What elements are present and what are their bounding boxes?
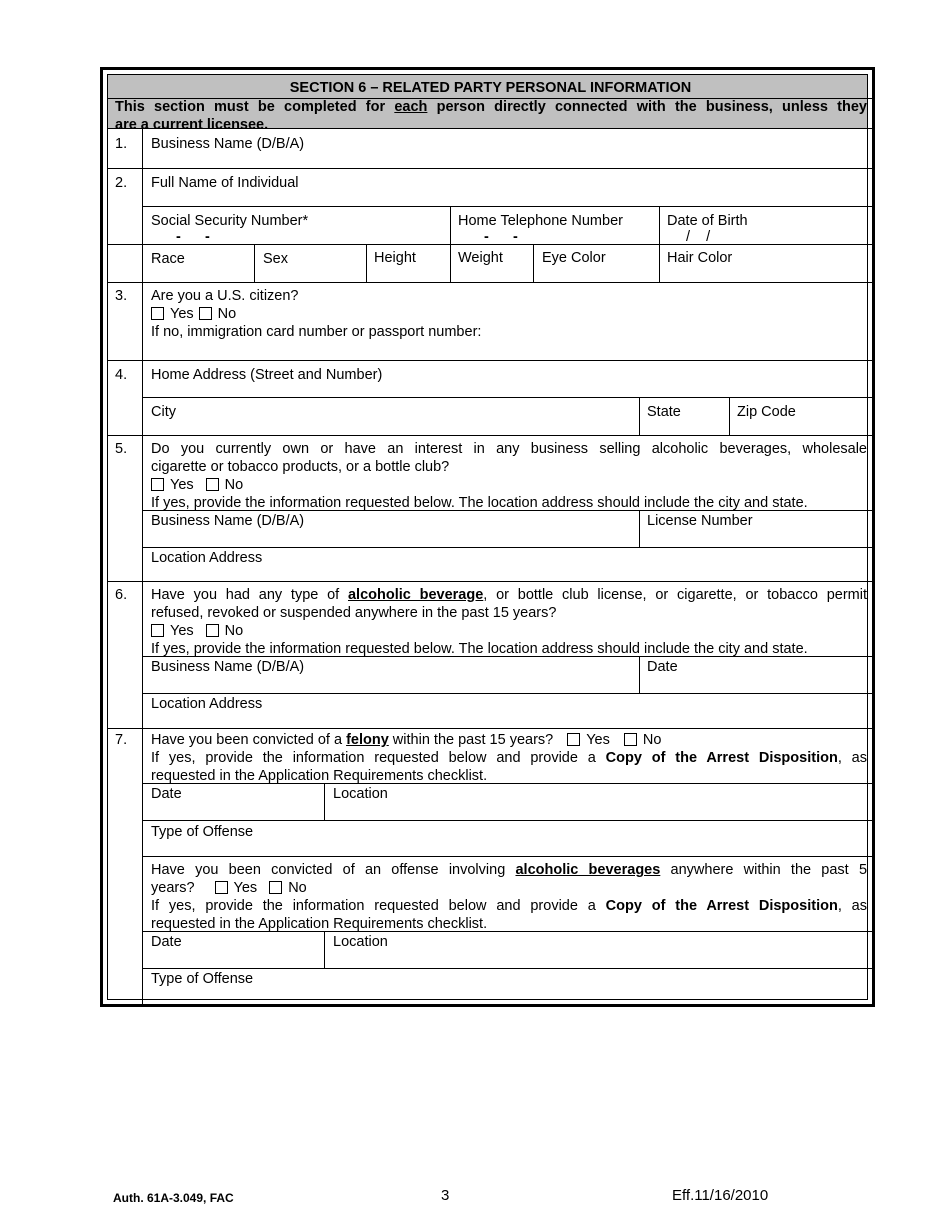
q2-number: 2. xyxy=(115,175,128,191)
q1-number: 1. xyxy=(115,136,128,152)
divider xyxy=(142,510,873,511)
divider xyxy=(142,820,873,821)
divider xyxy=(142,693,873,694)
q5-yes-no xyxy=(151,476,243,494)
q7-number: 7. xyxy=(115,732,128,748)
eye-color-label: Eye Color xyxy=(542,250,606,266)
ifyes-pre-2: If yes, provide the information requested below and provide a xyxy=(151,898,606,914)
section-instruction xyxy=(115,98,867,116)
ifyes-post: , as xyxy=(837,750,867,766)
q7-felony-yes-checkbox[interactable] xyxy=(567,733,580,746)
q6-yes-checkbox[interactable] xyxy=(151,624,164,637)
divider xyxy=(142,397,873,398)
q1-business-name-label: Business Name (D/B/A) xyxy=(151,136,305,152)
divider xyxy=(108,168,873,169)
q7-ifyes-line2: requested in the Application Requirements checklist. xyxy=(151,768,488,784)
footer-authority: Auth. 61A-3.049, FAC xyxy=(113,1191,234,1205)
q5-location-address-label: Location Address xyxy=(151,550,263,566)
q5-yes-label: Yes xyxy=(170,477,194,493)
divider xyxy=(142,968,873,969)
instruction-each: each xyxy=(394,99,428,115)
ifyes-bold-2: Copy of the Arrest Disposition xyxy=(605,898,838,914)
q3-yes-no xyxy=(151,305,236,323)
q7-ifyes-line1 xyxy=(151,749,867,767)
q3-yes-checkbox[interactable] xyxy=(151,307,164,320)
q3-no-checkbox[interactable] xyxy=(199,307,212,320)
q2-full-name-label: Full Name of Individual xyxy=(151,175,299,191)
alc-years: years? xyxy=(151,880,195,896)
home-phone-label: Home Telephone Number xyxy=(458,213,623,229)
q6-ifyes: If yes, provide the information requested below. The location address should include the city and state. xyxy=(151,641,808,657)
divider xyxy=(639,397,640,435)
alc-bold: alcoholic beverages xyxy=(515,862,661,878)
q6-question-post: , or bottle club license, or cigarette, or tobacco permit xyxy=(483,587,867,603)
alc-post: anywhere within the past 5 xyxy=(660,862,868,878)
q5-business-name-label: Business Name (D/B/A) xyxy=(151,513,305,529)
q6-question-bold: alcoholic beverage xyxy=(347,587,484,603)
felony-post: within the past 15 years? xyxy=(388,732,554,748)
q7-location2-label: Location xyxy=(333,934,388,950)
divider xyxy=(366,244,367,282)
felony-bold: felony xyxy=(346,732,389,748)
dob-separators: / / xyxy=(686,229,711,245)
city-label: City xyxy=(151,404,176,420)
q7-felony-no-checkbox[interactable] xyxy=(624,733,637,746)
race-label: Race xyxy=(151,251,185,267)
q5-no-checkbox[interactable] xyxy=(206,478,219,491)
q7-alcohol-no-checkbox[interactable] xyxy=(269,881,282,894)
q6-question-line2: refused, revoked or suspended anywhere in the past 15 years? xyxy=(151,605,557,621)
q6-date-label: Date xyxy=(647,659,678,675)
q6-yes-no xyxy=(151,622,243,640)
divider xyxy=(142,931,873,932)
ifyes-bold: Copy of the Arrest Disposition xyxy=(605,750,838,766)
q7-alcohol-years-line xyxy=(151,879,307,897)
dob-label: Date of Birth xyxy=(667,213,748,229)
felony-pre: Have you been convicted of a xyxy=(151,732,347,748)
divider xyxy=(142,656,873,657)
ssn-separators: - - xyxy=(176,229,210,245)
divider xyxy=(108,360,873,361)
footer-page-number: 3 xyxy=(441,1187,450,1204)
q6-business-name-label: Business Name (D/B/A) xyxy=(151,659,305,675)
q3-followup: If no, immigration card number or passport number: xyxy=(151,324,482,340)
number-column-line xyxy=(142,128,143,1005)
q4-number: 4. xyxy=(115,367,128,383)
q5-number: 5. xyxy=(115,441,128,457)
divider xyxy=(639,656,640,693)
q6-no-checkbox[interactable] xyxy=(206,624,219,637)
q7-alcohol-ifyes-line2: requested in the Application Requirements checklist. xyxy=(151,916,488,932)
weight-label: Weight xyxy=(458,250,503,266)
q5-ifyes: If yes, provide the information requested below. The location address should include the city and state. xyxy=(151,495,808,511)
q7-alcohol-no-label: No xyxy=(288,880,307,896)
q7-location-label: Location xyxy=(333,786,388,802)
q6-no-label: No xyxy=(224,623,244,639)
divider xyxy=(324,931,325,968)
q7-alcohol-yes-label: Yes xyxy=(233,880,258,896)
q3-no-label: No xyxy=(217,306,237,322)
q7-felony-no-label: No xyxy=(642,732,662,748)
q6-yes-label: Yes xyxy=(170,623,194,639)
hair-color-label: Hair Color xyxy=(667,250,733,266)
q7-offense-type-label: Type of Offense xyxy=(151,824,254,840)
form-inner-border xyxy=(107,74,868,1000)
ifyes-pre: If yes, provide the information requested below and provide a xyxy=(151,750,606,766)
alc-pre: Have you been convicted of an offense involving xyxy=(151,862,516,878)
height-label: Height xyxy=(374,250,416,266)
q3-citizen-question: Are you a U.S. citizen? xyxy=(151,288,299,304)
divider xyxy=(108,728,873,729)
divider xyxy=(142,856,873,857)
q7-felony-yes-label: Yes xyxy=(586,732,610,748)
q3-number: 3. xyxy=(115,288,128,304)
q6-question-line1 xyxy=(151,586,867,604)
divider xyxy=(108,581,873,582)
q7-alcohol-yes-checkbox[interactable] xyxy=(215,881,228,894)
divider xyxy=(533,244,534,282)
q5-no-label: No xyxy=(224,477,244,493)
q7-date-label: Date xyxy=(151,786,182,802)
section-6-form-frame xyxy=(100,67,875,1007)
q6-question-pre: Have you had any type of xyxy=(151,587,348,603)
divider xyxy=(142,206,873,207)
footer-effective-date: Eff.11/16/2010 xyxy=(672,1187,769,1204)
q3-yes-label: Yes xyxy=(170,306,194,322)
q6-location-address-label: Location Address xyxy=(151,696,263,712)
q6-number: 6. xyxy=(115,587,128,603)
divider xyxy=(108,128,873,129)
instruction-pre: This section must be completed for xyxy=(115,99,395,115)
state-label: State xyxy=(647,404,681,420)
divider xyxy=(108,244,873,245)
divider xyxy=(142,783,873,784)
q7-offense-type2-label: Type of Offense xyxy=(151,971,254,987)
ifyes-post-2: , as xyxy=(837,898,867,914)
q5-question-line1: Do you currently own or have an interest in any business selling alcoholic beverages, wholesale xyxy=(151,441,867,457)
divider xyxy=(108,282,873,283)
q7-alcohol-ifyes-line1 xyxy=(151,897,867,915)
instruction-post: person directly connected with the business, unless they xyxy=(427,99,867,115)
divider xyxy=(324,783,325,820)
q5-yes-checkbox[interactable] xyxy=(151,478,164,491)
divider xyxy=(639,510,640,547)
section-instruction-line2: are a current licensee. xyxy=(115,117,269,133)
sex-label: Sex xyxy=(263,251,288,267)
divider xyxy=(142,547,873,548)
q7-felony-question xyxy=(151,731,661,749)
home-address-label: Home Address (Street and Number) xyxy=(151,367,383,383)
divider xyxy=(254,244,255,282)
phone-separators: - - xyxy=(484,229,518,245)
q7-date2-label: Date xyxy=(151,934,182,950)
q7-alcohol-question-line1 xyxy=(151,861,867,879)
zip-code-label: Zip Code xyxy=(737,404,796,420)
divider xyxy=(729,397,730,435)
q5-question-line2: cigarette or tobacco products, or a bottle club? xyxy=(151,459,450,475)
section-title: SECTION 6 – RELATED PARTY PERSONAL INFORMATION xyxy=(289,80,692,96)
q5-license-number-label: License Number xyxy=(647,513,753,529)
divider xyxy=(108,435,873,436)
ssn-label: Social Security Number* xyxy=(151,213,309,229)
